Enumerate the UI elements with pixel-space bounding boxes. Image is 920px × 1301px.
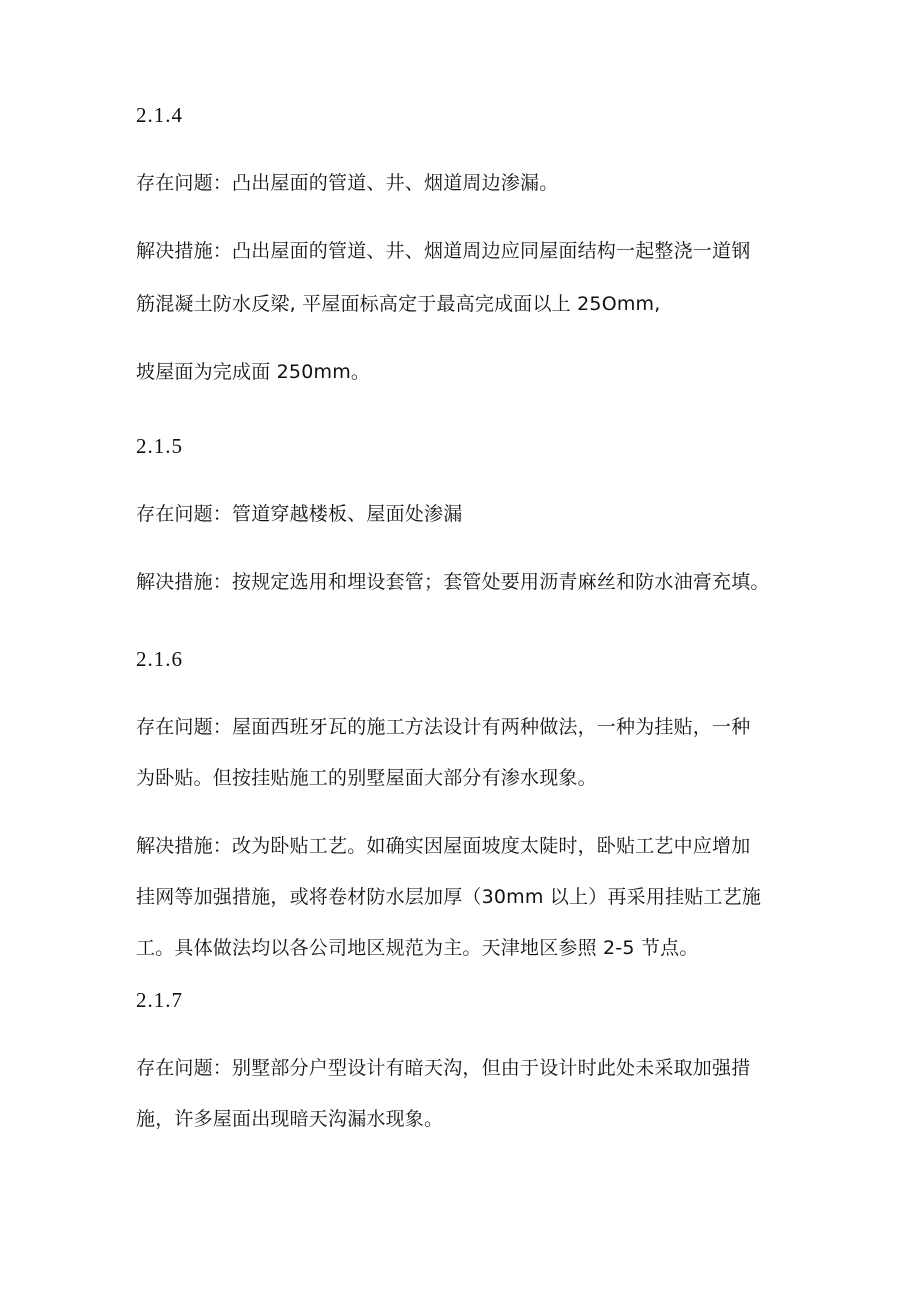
- solution-text-2-1-6-line-1: 解决措施：改为卧贴工艺。如确实因屋面坡度太陡时，卧贴工艺中应增加: [136, 835, 751, 857]
- section-heading-2-1-5: 2.1.5: [136, 434, 183, 458]
- solution-text-2-1-6-line-2: 挂网等加强措施，或将卷材防水层加厚（30mm 以上）再采用挂贴工艺施: [136, 886, 762, 908]
- problem-text-2-1-7-line-1: 存在问题：别墅部分户型设计有暗天沟，但由于设计时此处未采取加强措: [136, 1057, 751, 1079]
- problem-text-2-1-6-line-1: 存在问题：屋面西班牙瓦的施工方法设计有两种做法，一种为挂贴，一种: [136, 716, 751, 738]
- solution-text-2-1-4-line-2: 筋混凝土防水反梁, 平屋面标高定于最高完成面以上 25Omm,: [136, 293, 661, 315]
- problem-text-2-1-6-line-2: 为卧贴。但按挂贴施工的别墅屋面大部分有渗水现象。: [136, 767, 597, 789]
- section-heading-2-1-4: 2.1.4: [136, 103, 183, 127]
- section-heading-2-1-7: 2.1.7: [136, 988, 183, 1012]
- solution-text-2-1-5: 解决措施：按规定选用和埋设套管；套管处要用沥青麻丝和防水油膏充填。: [136, 571, 770, 593]
- problem-text-2-1-7-line-2: 施，许多屋面出现暗天沟漏水现象。: [136, 1108, 444, 1130]
- problem-text-2-1-4: 存在问题：凸出屋面的管道、井、烟道周边渗漏。: [136, 172, 559, 194]
- section-heading-2-1-6: 2.1.6: [136, 647, 183, 671]
- problem-text-2-1-5: 存在问题：管道穿越楼板、屋面处渗漏: [136, 503, 463, 525]
- solution-text-2-1-4-line-1: 解决措施：凸出屋面的管道、井、烟道周边应同屋面结构一起整浇一道钢: [136, 240, 751, 262]
- solution-text-2-1-4-line-3: 坡屋面为完成面 250mm。: [136, 361, 371, 383]
- solution-text-2-1-6-line-3: 工。具体做法均以各公司地区规范为主。天津地区参照 2-5 节点。: [136, 937, 699, 959]
